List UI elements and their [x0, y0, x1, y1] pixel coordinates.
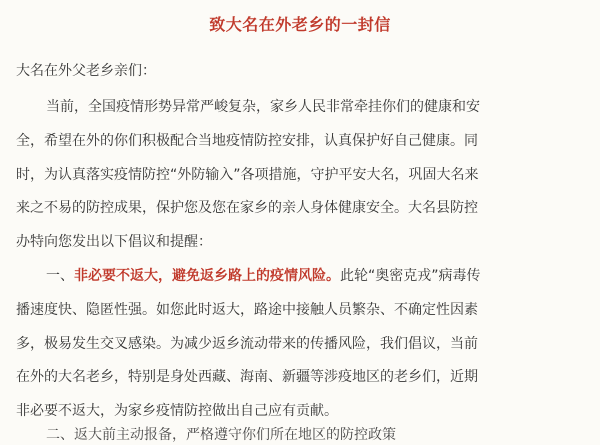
- paragraph1-line-2: 全，希望在外的你们积极配合当地疫情防控安排，认真保护好自己健康。同: [16, 133, 478, 149]
- item1-number: 一、: [46, 268, 74, 284]
- item1-line-5: 非必要不返大，为家乡疫情防控做出自己应有贡献。: [16, 403, 338, 419]
- letter-title: 致大名在外老乡的一封信: [209, 15, 391, 34]
- item2-partial-line: 二、返大前主动报备，严格遵守你们所在地区的防控政策: [46, 427, 396, 443]
- paragraph1-line-4: 来之不易的防控成果，保护您及您在家乡的亲人身体健康安全。大名县防控: [16, 200, 478, 216]
- paragraph1-line-3: 时，为认真落实疫情防控“外防输入”各项措施，守护平安大名，巩固大名来: [16, 167, 479, 183]
- item1-line-2: 播速度快、隐匿性强。如您此时返大，路途中接触人员繁杂、不确定性因素: [16, 302, 478, 318]
- item1-first-line-rest: 此轮“奥密克戎”病毒传: [340, 268, 481, 284]
- paragraph1-line-5: 办特向您发出以下倡议和提醒：: [16, 234, 212, 250]
- item1-line-3: 多，极易发生交叉感染。为减少返乡流动带来的传播风险，我们倡议，当前: [16, 336, 478, 352]
- paragraph1-line-1: 当前，全国疫情形势异常严峻复杂，家乡人民非常牵挂你们的健康和安: [46, 99, 480, 115]
- item1-heading: 非必要不返大，避免返乡路上的疫情风险。: [74, 268, 340, 284]
- salutation: 大名在外父老乡亲们：: [16, 63, 156, 79]
- item1-first-line: [46, 266, 481, 286]
- item1-line-4: 在外的大名老乡，特别是身处西藏、海南、新疆等涉疫地区的老乡们，近期: [16, 369, 478, 385]
